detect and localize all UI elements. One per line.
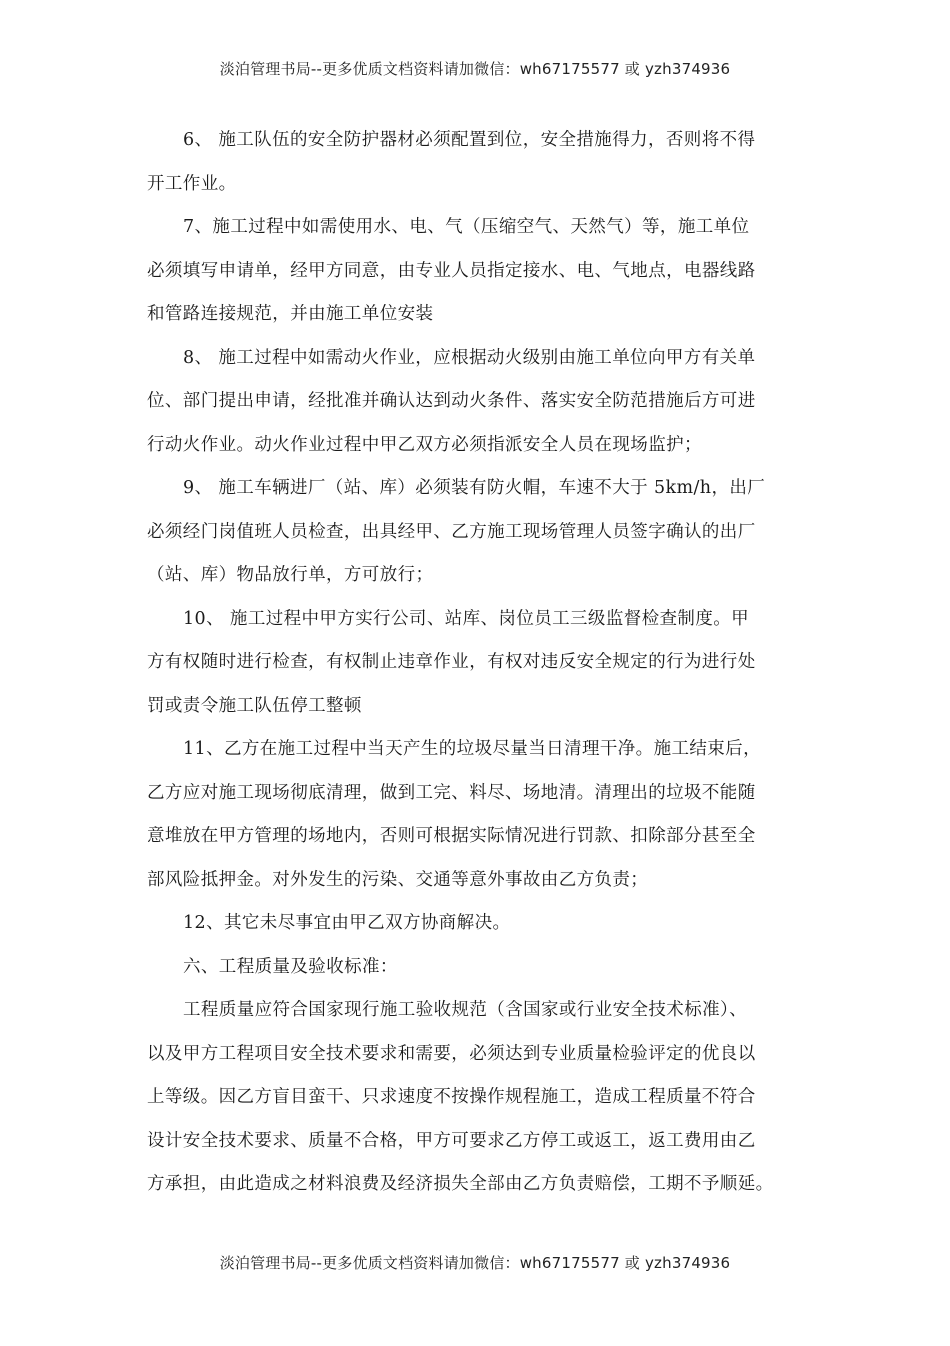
text-line: 乙方应对施工现场彻底清理，做到工完、料尽、场地清。清理出的垃圾不能随: [147, 782, 756, 803]
text-line: 方有权随时进行检查，有权制止违章作业，有权对违反安全规定的行为进行处: [147, 652, 756, 672]
text-line: 8、 施工过程中如需动火作业，应根据动火级别由施工单位向甲方有关单: [183, 347, 756, 368]
text-line: 9、 施工车辆进厂（站、库）必须装有防火帽，车速不大于 5km/h，出厂: [183, 478, 766, 498]
text-line: 6、 施工队伍的安全防护器材必须配置到位，安全措施得力，否则将不得: [183, 130, 756, 150]
text-line: 位、部门提出申请，经批准并确认达到动火条件、落实安全防范措施后方可进: [147, 391, 756, 411]
text-line: 工程质量应符合国家现行施工验收规范（含国家或行业安全技术标准）、: [183, 1000, 748, 1020]
text-line: 和管路连接规范，并由施工单位安装: [147, 304, 434, 324]
text-line: 意堆放在甲方管理的场地内，否则可根据实际情况进行罚款、扣除部分甚至全: [147, 826, 756, 846]
text-line: 必须经门岗值班人员检查，出具经甲、乙方施工现场管理人员签字确认的出厂: [147, 521, 756, 542]
text-line: 设计安全技术要求、质量不合格，甲方可要求乙方停工或返工，返工费用由乙: [147, 1130, 756, 1151]
text-line: 方承担，由此造成之材料浪费及经济损失全部由乙方负责赔偿，工期不予顺延。: [147, 1174, 774, 1194]
text-line: 罚或责令施工队伍停工整顿: [147, 695, 362, 716]
document-body: [147, 119, 809, 1207]
text-line: 行动火作业。动火作业过程中甲乙双方必须指派安全人员在现场监护；: [147, 434, 702, 455]
page-header: 淡泊管理书局--更多优质文档资料请加微信：wh67175577 或 yzh374936: [219, 60, 731, 78]
text-line: 开工作业。: [147, 173, 237, 194]
text-line: 必须填写申请单，经甲方同意，由专业人员指定接水、电、气地点，电器线路: [147, 260, 756, 281]
text-line: 部风险抵押金。对外发生的污染、交通等意外事故由乙方负责；: [147, 869, 649, 890]
text-line: （站、库）物品放行单，方可放行；: [147, 565, 434, 585]
text-line: 7、施工过程中如需使用水、电、气（压缩空气、天然气）等，施工单位: [183, 217, 750, 237]
text-line: 以及甲方工程项目安全技术要求和需要，必须达到专业质量检验评定的优良以: [147, 1043, 756, 1064]
section-heading: 六、工程质量及验收标准：: [183, 956, 398, 977]
text-line: 11、乙方在施工过程中当天产生的垃圾尽量当日清理干净。施工结束后，: [183, 739, 761, 759]
text-line: 10、 施工过程中甲方实行公司、站库、岗位员工三级监督检查制度。甲: [183, 608, 750, 629]
page-footer: 淡泊管理书局--更多优质文档资料请加微信：wh67175577 或 yzh374936: [219, 1254, 731, 1272]
text-line: 12、其它未尽事宜由甲乙双方协商解决。: [183, 913, 511, 933]
text-line: 上等级。因乙方盲目蛮干、只求速度不按操作规程施工，造成工程质量不符合: [147, 1087, 756, 1107]
